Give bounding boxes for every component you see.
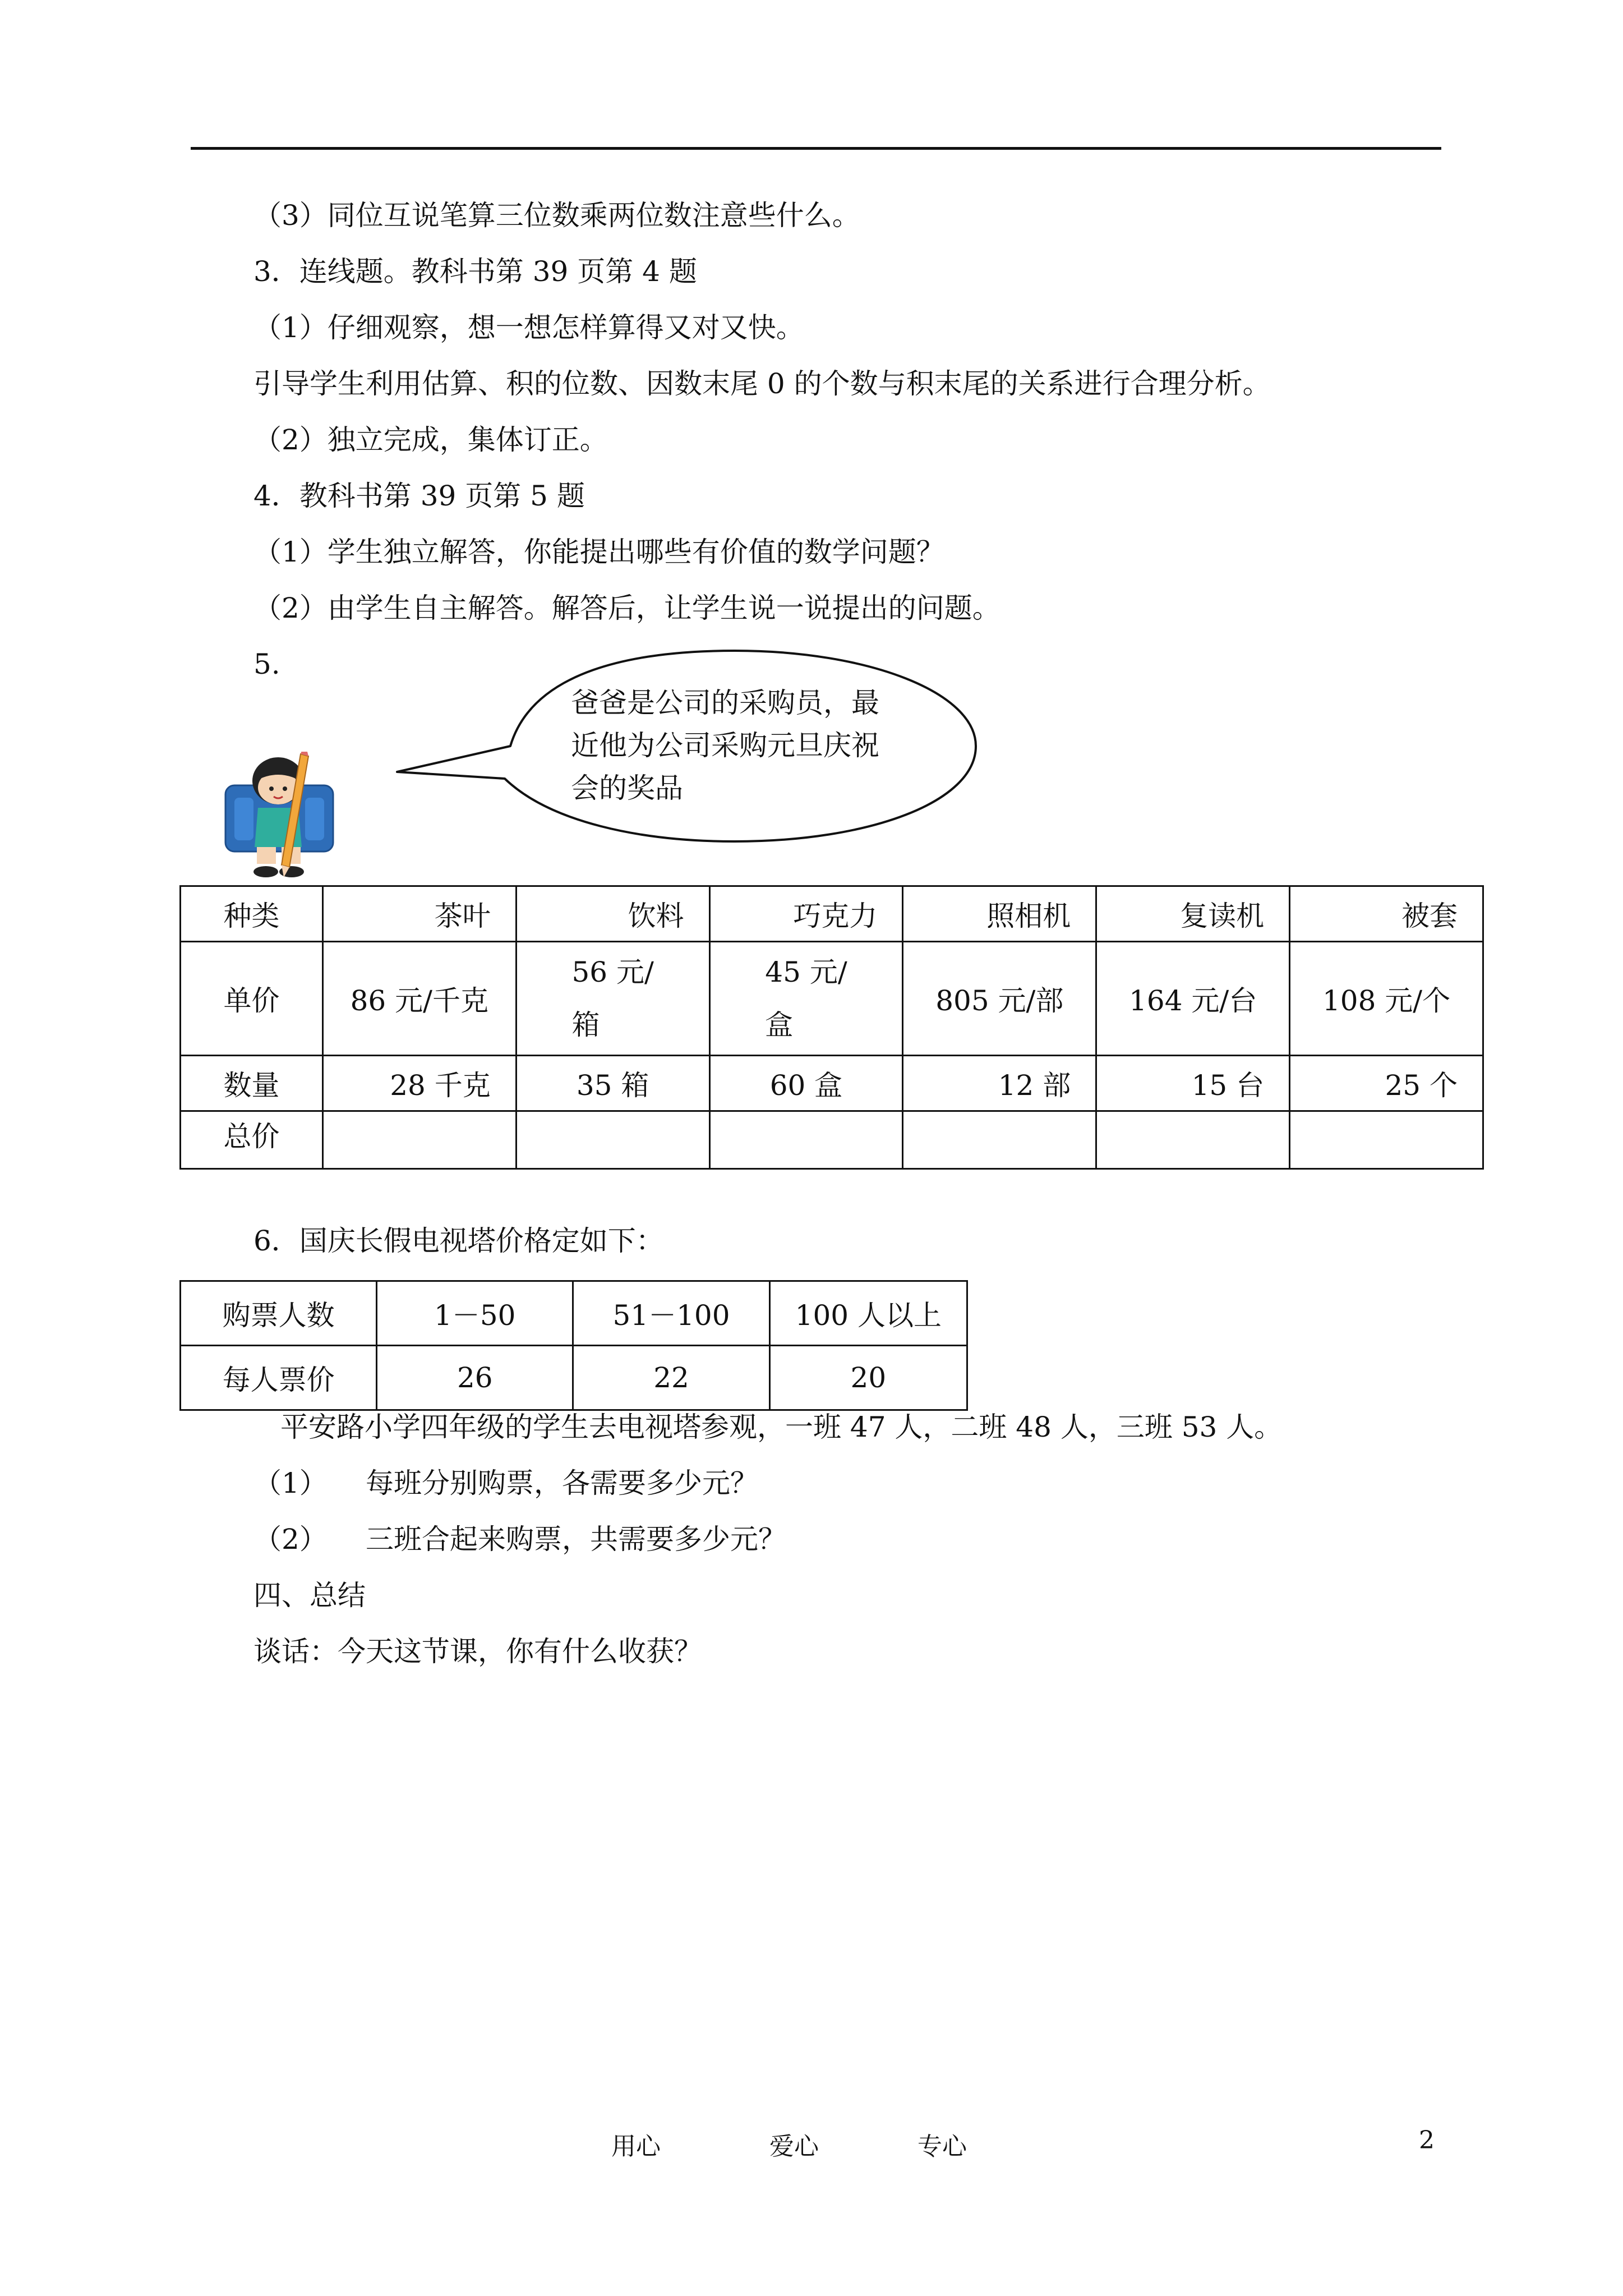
quantity-chocolate: 60 盒 <box>769 1069 843 1102</box>
table-row <box>181 1111 1483 1169</box>
table-cell <box>516 1056 709 1111</box>
text-line-1: （3）同位互说笔算三位数乘两位数注意些什么。 <box>253 199 860 232</box>
price-chocolate <box>765 946 847 1051</box>
table-cell <box>1096 1056 1290 1111</box>
footer-word-3: 专心 <box>917 2132 967 2161</box>
price-repeater: 164 元/台 <box>1129 984 1257 1017</box>
table-cell <box>769 1281 967 1346</box>
header-tea: 茶叶 <box>434 900 491 932</box>
row-label-buyers: 购票人数 <box>222 1299 335 1332</box>
table-cell <box>903 886 1096 942</box>
text-line-5: （2）独立完成，集体订正。 <box>253 424 608 456</box>
row-label-ticket-price: 每人票价 <box>222 1364 335 1396</box>
table-cell <box>181 1056 323 1111</box>
table-row <box>181 1281 967 1346</box>
total-camera-cell <box>903 1111 1096 1169</box>
footer-word-2: 爱心 <box>769 2132 819 2161</box>
table-cell <box>573 1346 769 1410</box>
table-cell <box>1096 942 1290 1056</box>
ticket-price-3: 20 <box>850 1361 887 1394</box>
text-line-4: 引导学生利用估算、积的位数、因数末尾 0 的个数与积末尾的关系进行合理分析。 <box>253 367 1271 400</box>
quantity-tea: 28 千克 <box>390 1069 491 1102</box>
ticket-price-1: 26 <box>457 1361 493 1394</box>
row-label-price: 单价 <box>223 984 280 1017</box>
prize-price-table <box>179 885 1484 1170</box>
ticket-price-table <box>179 1280 968 1411</box>
table-cell <box>181 1111 323 1169</box>
table-cell <box>322 942 516 1056</box>
bubble-text <box>571 682 907 809</box>
q6-sub2-text: 三班合起来购票，共需要多少元？ <box>366 1523 786 1556</box>
q6-sub1-number: （1） <box>253 1467 328 1499</box>
total-chocolate-cell <box>709 1111 903 1169</box>
header-quilt: 被套 <box>1401 900 1458 932</box>
table-cell <box>377 1281 573 1346</box>
table-cell <box>903 1056 1096 1111</box>
table-cell <box>181 1281 377 1346</box>
price-chocolate-line-2: 盒 <box>765 1009 794 1041</box>
summary-heading: 四、总结 <box>253 1579 366 1612</box>
table-row <box>181 1346 967 1410</box>
price-drink <box>571 946 653 1051</box>
table-cell <box>709 886 903 942</box>
text-line-7: （1）学生独立解答，你能提出哪些有价值的数学问题？ <box>253 536 944 568</box>
summary-talk: 谈话：今天这节课，你有什么收获？ <box>253 1635 702 1668</box>
range-1: 1－50 <box>434 1299 516 1332</box>
price-tea: 86 元/千克 <box>350 984 488 1017</box>
price-camera: 805 元/部 <box>935 984 1064 1017</box>
quantity-camera: 12 部 <box>998 1069 1071 1102</box>
q6-sub1-text: 每班分别购票，各需要多少元？ <box>366 1467 758 1499</box>
price-drink-line-2: 箱 <box>571 1009 600 1041</box>
speech-bubble <box>393 639 981 853</box>
table-cell <box>377 1346 573 1410</box>
table-cell <box>1290 886 1483 942</box>
table-row <box>181 942 1483 1056</box>
price-quilt: 108 元/个 <box>1322 984 1451 1017</box>
table-cell <box>181 1346 377 1410</box>
table-cell <box>573 1281 769 1346</box>
quantity-drink: 35 箱 <box>576 1069 649 1102</box>
total-quilt-cell <box>1290 1111 1483 1169</box>
table-cell <box>516 942 709 1056</box>
header-camera: 照相机 <box>986 900 1071 932</box>
table-cell <box>181 942 323 1056</box>
table-cell <box>769 1346 967 1410</box>
ticket-price-2: 22 <box>653 1361 689 1394</box>
footer-word-1: 用心 <box>611 2132 661 2161</box>
table-cell <box>181 886 323 942</box>
table-cell <box>709 1056 903 1111</box>
table-cell <box>709 942 903 1056</box>
q6-title: 6．国庆长假电视塔价格定如下： <box>253 1225 664 1257</box>
student-with-pencil-illustration <box>223 752 335 882</box>
price-chocolate-line-1: 45 元/ <box>765 956 847 988</box>
row-label-quantity: 数量 <box>223 1069 280 1102</box>
q6-sub2-number: （2） <box>253 1523 328 1556</box>
range-2: 51－100 <box>612 1299 730 1332</box>
header-chocolate: 巧克力 <box>793 900 878 932</box>
table-cell <box>322 1056 516 1111</box>
header-drink: 饮料 <box>628 900 684 932</box>
text-line-9: 5. <box>253 648 280 680</box>
total-repeater-cell <box>1096 1111 1290 1169</box>
header-repeater: 复读机 <box>1180 900 1265 932</box>
table-cell <box>903 942 1096 1056</box>
header-rule <box>191 147 1441 150</box>
range-3: 100 人以上 <box>795 1299 942 1332</box>
text-line-8: （2）由学生自主解答。解答后，让学生说一说提出的问题。 <box>253 592 1000 624</box>
text-line-6: 4．教科书第 39 页第 5 题 <box>253 480 585 512</box>
page-number: 2 <box>1419 2126 1435 2155</box>
table-cell <box>322 886 516 942</box>
table-cell <box>1290 1056 1483 1111</box>
table-cell <box>1096 886 1290 942</box>
row-label-total: 总价 <box>223 1120 280 1153</box>
text-line-2: 3．连线题。教科书第 39 页第 4 题 <box>253 255 697 288</box>
price-drink-line-1: 56 元/ <box>571 956 654 988</box>
bubble-line-2: 近他为公司采购元旦庆祝 <box>571 729 879 762</box>
total-drink-cell <box>516 1111 709 1169</box>
q6-description: 平安路小学四年级的学生去电视塔参观，一班 47 人，二班 48 人，三班 53 人。 <box>280 1411 1283 1443</box>
bubble-line-3: 会的奖品 <box>571 772 683 804</box>
text-line-3: （1）仔细观察，想一想怎样算得又对又快。 <box>253 311 804 344</box>
total-tea-cell <box>322 1111 516 1169</box>
quantity-quilt: 25 个 <box>1385 1069 1458 1102</box>
table-row <box>181 886 1483 942</box>
header-category: 种类 <box>223 900 280 932</box>
table-row <box>181 1056 1483 1111</box>
bubble-line-1: 爸爸是公司的采购员，最 <box>571 687 879 719</box>
table-cell <box>1290 942 1483 1056</box>
table-cell <box>516 886 709 942</box>
quantity-repeater: 15 台 <box>1191 1069 1265 1102</box>
